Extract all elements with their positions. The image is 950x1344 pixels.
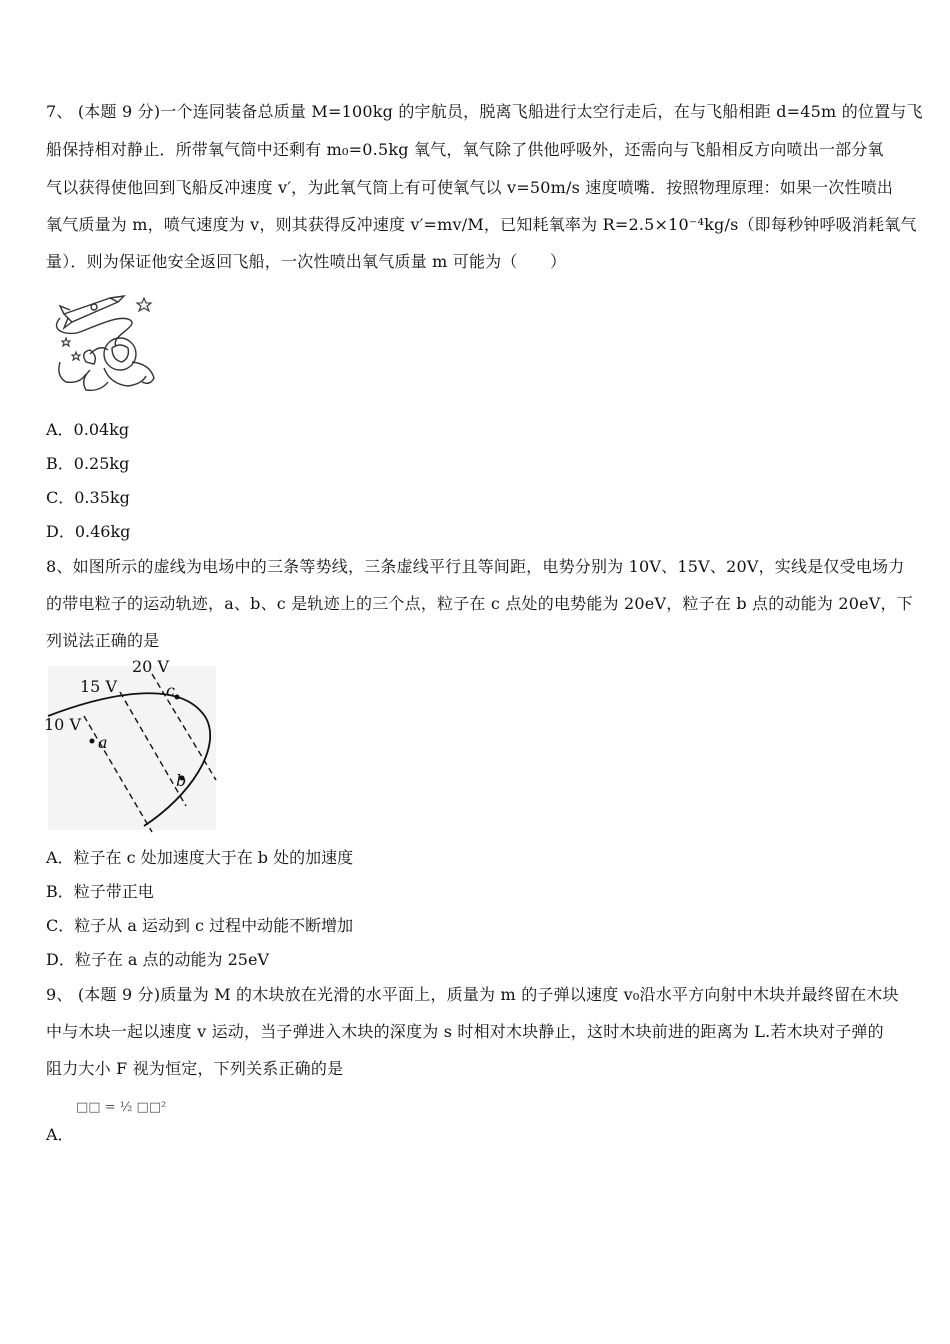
label-20v: 20 V <box>132 657 169 676</box>
q7-option-c: C．0.35kg <box>46 488 130 507</box>
q9-line-3: 阻力大小 F 视为恒定，下列关系正确的是 <box>46 1059 344 1078</box>
q8-option-a: A．粒子在 c 处加速度大于在 b 处的加速度 <box>46 848 354 867</box>
astronaut-illustration <box>50 292 160 398</box>
point-a-marker <box>90 739 95 744</box>
q7-line-5: 量）．则为保证他安全返回飞船，一次性喷出氧气质量 m 可能为（ ） <box>46 252 567 271</box>
point-c-marker <box>175 695 180 700</box>
figure-background <box>48 666 216 830</box>
q8-option-d: D．粒子在 a 点的动能为 25eV <box>46 950 270 969</box>
label-15v: 15 V <box>80 677 117 696</box>
q7-line-2: 船保持相对静止．所带氧气筒中还剩有 m₀=0.5kg 氧气，氧气除了供他呼吸外，还需向与飞船相反方向喷出一部分氧 <box>46 140 884 159</box>
label-point-a: a <box>98 733 108 752</box>
q8-option-c: C．粒子从 a 运动到 c 过程中动能不断增加 <box>46 916 354 935</box>
q9-line-1: 9、 (本题 9 分)质量为 M 的木块放在光滑的水平面上，质量为 m 的子弹以速度 v₀沿水平方向射中木块并最终留在木块 <box>46 985 899 1004</box>
q8-line-1: 8、如图所示的虚线为电场中的三条等势线，三条虚线平行且等间距，电势分别为 10V、15V、20V，实线是仅受电场力 <box>46 557 905 576</box>
label-point-b: b <box>176 771 187 790</box>
q7-line-3: 气以获得使他回到飞船反冲速度 v′，为此氧气筒上有可使氧气以 v=50m/s 速度喷嘴．按照物理原理：如果一次性喷出 <box>46 178 894 197</box>
q8-line-3: 列说法正确的是 <box>46 631 160 650</box>
q9-option-a-label: A． <box>46 1125 74 1144</box>
q7-line-4: 氧气质量为 m，喷气速度为 v，则其获得反冲速度 v′=mv/M，已知耗氧率为 R=2.5×10⁻⁴kg/s（即每秒钟呼吸消耗氧气 <box>46 215 917 234</box>
q7-option-a: A．0.04kg <box>46 420 130 439</box>
q8-line-2: 的带电粒子的运动轨迹，a、b、c 是轨迹上的三个点，粒子在 c 点处的电势能为 20eV，粒子在 b 点的动能为 20eV，下 <box>46 594 913 613</box>
q7-option-d: D．0.46kg <box>46 522 131 541</box>
equipotential-diagram <box>40 656 220 834</box>
q8-option-b: B．粒子带正电 <box>46 882 154 901</box>
q7-option-b: B．0.25kg <box>46 454 130 473</box>
label-10v: 10 V <box>44 715 81 734</box>
q7-line-1: 7、 (本题 9 分)一个连同装备总质量 M=100kg 的宇航员，脱离飞船进行太空行走后，在与飞船相距 d=45m 的位置与飞 <box>46 102 923 121</box>
label-point-c: c <box>166 681 175 700</box>
q9-line-2: 中与木块一起以速度 v 运动，当子弹进入木块的深度为 s 时相对木块静止，这时木块前进的距离为 L.若木块对子弹的 <box>46 1022 884 1041</box>
q9-option-a-formula: □□ = ½ □□² <box>76 1100 167 1115</box>
